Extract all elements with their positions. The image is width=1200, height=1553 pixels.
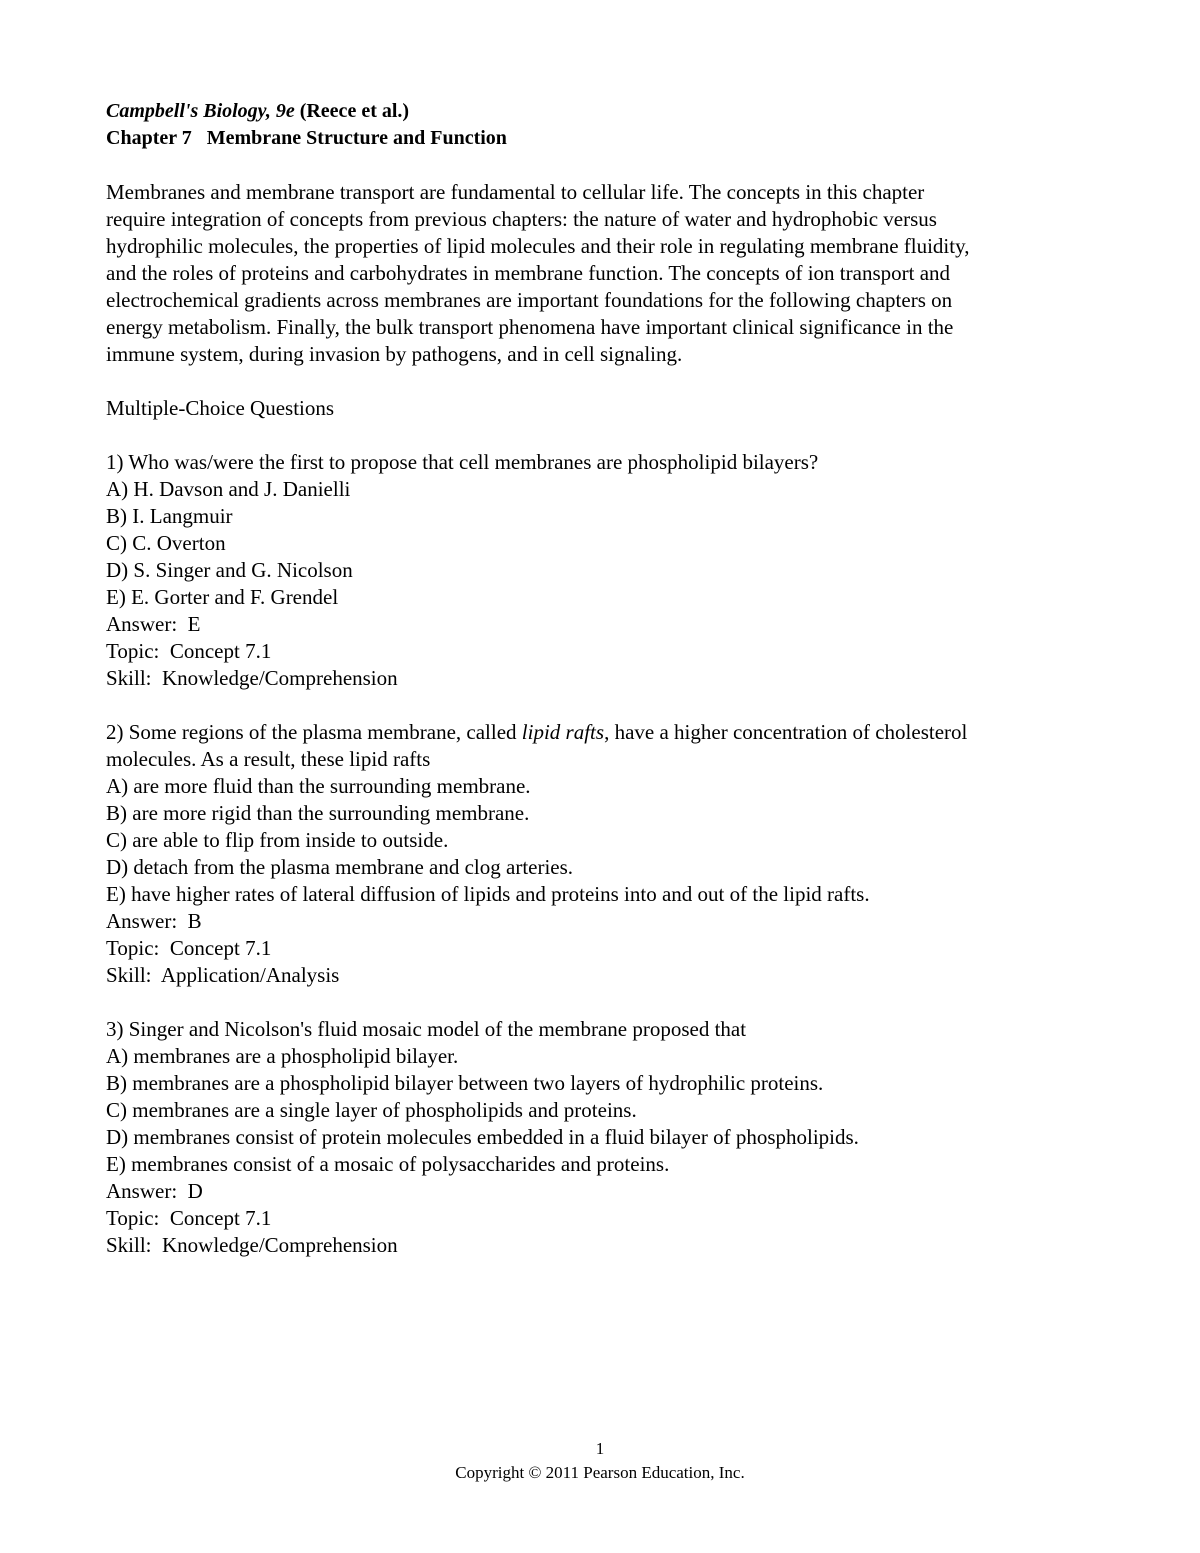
section-heading: Multiple-Choice Questions xyxy=(106,396,335,420)
question-stem xyxy=(106,719,1106,746)
spacer xyxy=(106,152,1106,179)
question-stem-end: , have a higher concentration of cholesterol xyxy=(604,720,968,744)
skill-label: Skill: Knowledge/Comprehension xyxy=(106,666,398,690)
spacer xyxy=(106,422,1106,449)
answer-option: A) H. Davson and J. Danielli xyxy=(106,477,351,501)
topic-label: Topic: Concept 7.1 xyxy=(106,639,272,663)
question-stem-continued: molecules. As a result, these lipid rafts xyxy=(106,747,431,771)
question-stem-italic-term: lipid rafts xyxy=(521,720,605,744)
topic-label: Topic: Concept 7.1 xyxy=(106,936,272,960)
answer-option: E) have higher rates of lateral diffusion of lipids and proteins into and out of the lipid rafts. xyxy=(106,882,870,906)
answer-option: E) E. Gorter and F. Grendel xyxy=(106,585,339,609)
book-citation xyxy=(106,98,1106,125)
question-block-3 xyxy=(106,1016,1106,1259)
spacer xyxy=(106,368,1106,395)
answer-option: B) are more rigid than the surrounding membrane. xyxy=(106,801,530,825)
answer-option: E) membranes consist of a mosaic of polysaccharides and proteins. xyxy=(106,1152,670,1176)
intro-line: and the roles of proteins and carbohydrates in membrane function. The concepts of ion transport and xyxy=(106,261,951,285)
question-stem-start: 2) Some regions of the plasma membrane, called xyxy=(106,720,522,744)
chapter-title: Chapter 7 Membrane Structure and Function xyxy=(106,127,507,149)
answer-option: A) are more fluid than the surrounding membrane. xyxy=(106,774,531,798)
answer-option: A) membranes are a phospholipid bilayer. xyxy=(106,1044,459,1068)
answer-key: Answer: E xyxy=(106,612,201,636)
book-authors: (Reece et al.) xyxy=(294,100,410,122)
intro-line: immune system, during invasion by pathogens, and in cell signaling. xyxy=(106,342,683,366)
answer-option: D) detach from the plasma membrane and clog arteries. xyxy=(106,855,574,879)
intro-line: require integration of concepts from previous chapters: the nature of water and hydrophobic versus xyxy=(106,207,937,231)
answer-key: Answer: D xyxy=(106,1179,203,1203)
document-page xyxy=(106,98,1106,1259)
answer-option: D) membranes consist of protein molecules embedded in a fluid bilayer of phospholipids. xyxy=(106,1125,859,1149)
spacer xyxy=(106,989,1106,1016)
skill-label: Skill: Knowledge/Comprehension xyxy=(106,1233,398,1257)
intro-line: energy metabolism. Finally, the bulk transport phenomena have important clinical significance in the xyxy=(106,315,954,339)
intro-line: hydrophilic molecules, the properties of lipid molecules and their role in regulating membrane fluidity, xyxy=(106,234,970,258)
question-block-2 xyxy=(106,719,1106,989)
page-number: 1 xyxy=(595,1439,605,1458)
book-title: Campbell's Biology, 9e xyxy=(106,100,295,122)
spacer xyxy=(106,692,1106,719)
copyright-notice: Copyright © 2011 Pearson Education, Inc. xyxy=(455,1463,745,1482)
question-stem: 1) Who was/were the first to propose that cell membranes are phospholipid bilayers? xyxy=(106,450,819,474)
answer-option: C) membranes are a single layer of phospholipids and proteins. xyxy=(106,1098,637,1122)
answer-option: C) C. Overton xyxy=(106,531,226,555)
answer-key: Answer: B xyxy=(106,909,202,933)
intro-line: Membranes and membrane transport are fundamental to cellular life. The concepts in this chapter xyxy=(106,180,925,204)
answer-option: B) I. Langmuir xyxy=(106,504,233,528)
answer-option: C) are able to flip from inside to outside. xyxy=(106,828,449,852)
answer-option: B) membranes are a phospholipid bilayer between two layers of hydrophilic proteins. xyxy=(106,1071,824,1095)
intro-line: electrochemical gradients across membranes are important foundations for the following chapters on xyxy=(106,288,953,312)
intro-paragraph xyxy=(106,179,1106,368)
answer-option: D) S. Singer and G. Nicolson xyxy=(106,558,353,582)
topic-label: Topic: Concept 7.1 xyxy=(106,1206,272,1230)
question-block-1 xyxy=(106,449,1106,692)
question-stem: 3) Singer and Nicolson's fluid mosaic model of the membrane proposed that xyxy=(106,1017,747,1041)
skill-label: Skill: Application/Analysis xyxy=(106,963,340,987)
